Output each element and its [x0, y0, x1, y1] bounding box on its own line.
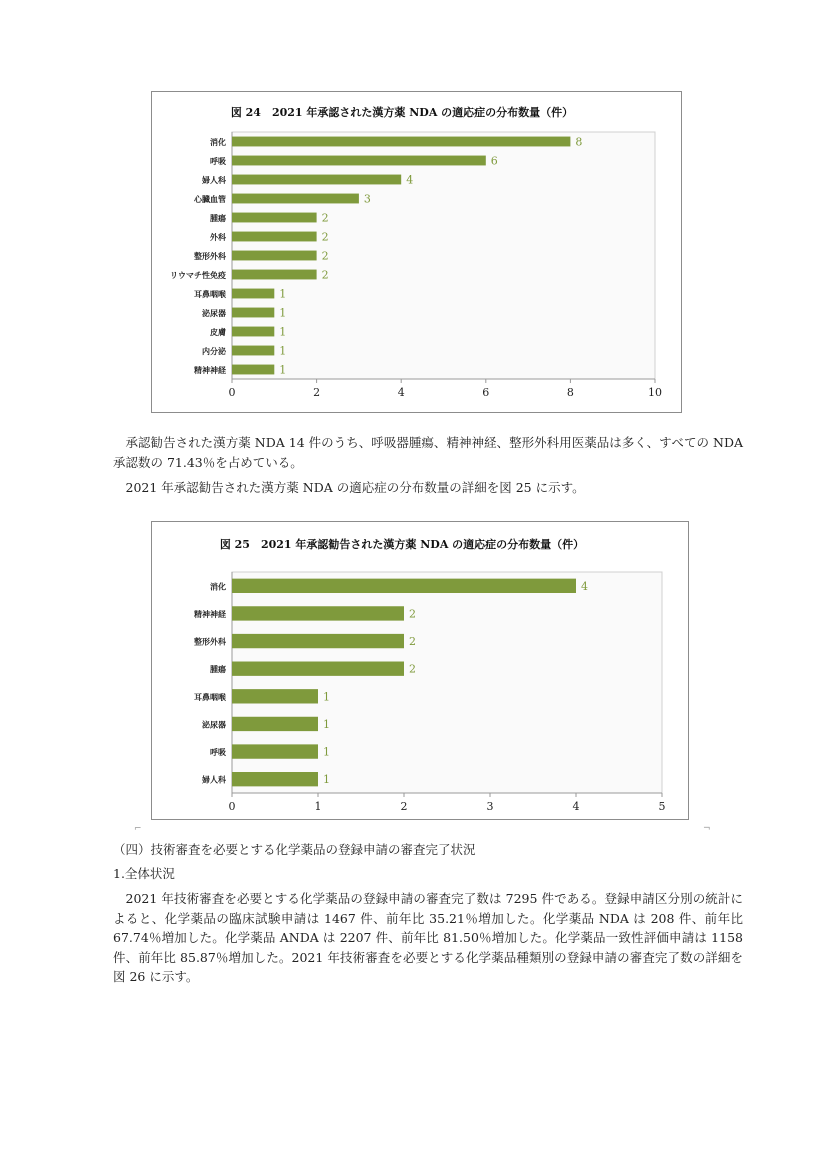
x-tick-label: 8	[566, 386, 574, 399]
bar	[232, 251, 317, 261]
category-label: 内分泌	[202, 347, 226, 356]
category-label: 泌尿器	[202, 720, 226, 730]
bar	[232, 346, 274, 356]
x-tick-label: 2	[313, 386, 321, 399]
bar	[232, 232, 317, 242]
bar	[232, 579, 576, 593]
plot-area	[232, 572, 662, 793]
bar	[232, 289, 274, 299]
paragraph-2: 2021 年承認勧告された漢方薬 NDA の適応症の分布数量の詳細を図 25 に示す。	[125, 480, 585, 495]
bar	[232, 308, 274, 318]
category-label: 整形外科	[194, 637, 226, 647]
chart-title: 図 24 2021 年承認された漢方薬 NDA の適応症の分布数量（件）	[230, 106, 574, 119]
data-label: 1	[279, 344, 287, 358]
chart-title: 図 25 2021 年承認勧告された漢方薬 NDA の適応症の分布数量（件）	[219, 538, 585, 551]
data-label: 2	[321, 249, 329, 263]
category-label: 精神神経	[194, 609, 226, 619]
figure-24	[151, 91, 682, 413]
category-label: 整形外科	[194, 252, 226, 261]
data-label: 1	[323, 745, 330, 759]
bar	[232, 365, 274, 375]
category-label: 泌尿器	[202, 309, 226, 318]
category-label: 婦人科	[202, 176, 226, 185]
figure-25-chart	[152, 522, 688, 819]
bar	[232, 156, 486, 166]
data-label: 4	[581, 579, 588, 593]
paragraph-3: 2021 年技術審査を必要とする化学薬品の登録申請の審査完了数は 7295 件である。登録申請区分別の統計によると、化学薬品の臨床試験申請は 1467 件、前年比 35.21％増加した。化学薬品 NDA は 208 件、前年比 67.74％増加した。化学薬品 ANDA は 2207 件、前年比 81.50％増加した。化学薬品一致性評価申請は 1158 件、前年比 85.87％増加した。2021 年技術審査を必要とする化学薬品種類別の登録申請の審査完了数の詳細を図 26 に示す。	[113, 891, 743, 984]
category-label: 腫瘍	[210, 665, 226, 675]
figure-24-chart	[152, 92, 681, 412]
category-label: 心臓血管	[194, 195, 226, 204]
category-label: 耳鼻咽喉	[194, 692, 226, 702]
x-tick-label: 3	[486, 800, 494, 813]
bar	[232, 744, 318, 758]
bar	[232, 194, 359, 204]
paragraph-1: 承認勧告された漢方薬 NDA 14 件のうち、呼吸器腫瘍、精神神経、整形外科用医薬品は多く、すべての NDA 承認数の 71.43％を占めている。	[113, 435, 743, 470]
data-label: 1	[323, 690, 330, 704]
data-label: 4	[406, 173, 414, 187]
data-label: 6	[490, 154, 498, 168]
bar	[232, 270, 317, 280]
x-tick-label: 4	[572, 800, 580, 813]
x-tick-label: 6	[482, 386, 490, 399]
x-tick-label: 2	[400, 800, 408, 813]
data-label: 1	[279, 363, 287, 377]
data-label: 1	[279, 287, 287, 301]
data-label: 1	[279, 306, 287, 320]
bar	[232, 213, 317, 223]
category-label: 外科	[210, 233, 226, 242]
category-label: 精神神経	[194, 366, 226, 375]
bar	[232, 175, 401, 185]
bar	[232, 689, 318, 703]
data-label: 2	[321, 211, 329, 225]
data-label: 1	[323, 773, 330, 787]
x-tick-label: 0	[228, 800, 236, 813]
category-label: 婦人科	[202, 775, 226, 785]
bar	[232, 662, 404, 676]
data-label: 2	[409, 635, 416, 649]
category-label: 呼吸	[210, 157, 226, 166]
bar	[232, 717, 318, 731]
category-label: 呼吸	[210, 748, 226, 758]
x-tick-label: 0	[228, 386, 236, 399]
data-label: 8	[575, 135, 583, 149]
bar	[232, 772, 318, 786]
x-tick-label: 10	[648, 386, 662, 399]
bar	[232, 137, 570, 147]
bar	[232, 606, 404, 620]
category-label: 腫瘍	[210, 214, 226, 223]
subsection-heading: 1.全体状況	[113, 866, 175, 881]
section-heading: （四）技術審査を必要とする化学薬品の登録申請の審査完了状況	[113, 842, 476, 857]
data-label: 3	[363, 192, 371, 206]
data-label: 2	[321, 268, 329, 282]
data-label: 2	[409, 607, 416, 621]
category-label: 皮膚	[210, 328, 226, 337]
figure-25	[151, 521, 689, 820]
data-label: 1	[279, 325, 287, 339]
bar	[232, 327, 274, 337]
crop-mark-left: ⌐	[134, 824, 142, 834]
category-label: 消化	[210, 138, 226, 147]
x-tick-label: 4	[397, 386, 405, 399]
data-label: 2	[321, 230, 329, 244]
category-label: リウマチ性免疫	[170, 271, 226, 280]
data-label: 2	[409, 662, 416, 676]
x-tick-label: 1	[314, 800, 322, 813]
x-tick-label: 5	[658, 800, 666, 813]
data-label: 1	[323, 717, 330, 731]
crop-mark-right: ¬	[703, 824, 711, 834]
category-label: 耳鼻咽喉	[194, 290, 226, 299]
category-label: 消化	[210, 582, 226, 592]
bar	[232, 634, 404, 648]
